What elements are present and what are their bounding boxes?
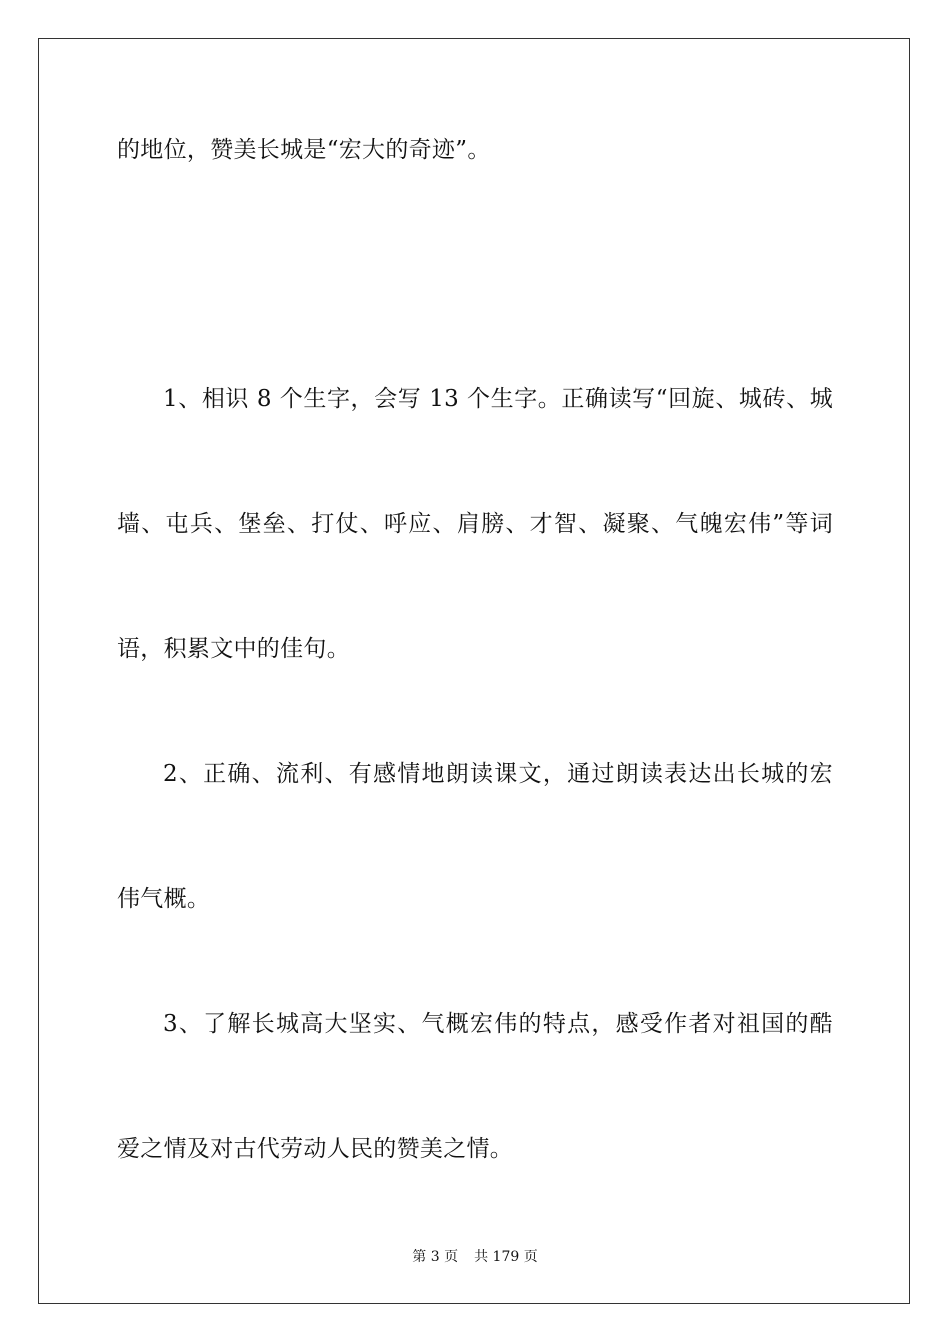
objective-1-line-2: 墙、屯兵、堡垒、打仗、呼应、肩膀、才智、凝聚、气魄宏伟”等词	[117, 511, 833, 537]
objective-1-line-1: 1、相识 8 个生字，会写 13 个生字。正确读写“回旋、城砖、城	[163, 386, 833, 412]
objective-3-line-2: 爱之情及对古代劳动人民的赞美之情。	[117, 1136, 514, 1162]
page-total: 共 179 页	[474, 1249, 538, 1265]
objective-1-line-3: 语，积累文中的佳句。	[117, 636, 350, 662]
objective-2-line-1: 2、正确、流利、有感情地朗读课文，通过朗读表达出长城的宏	[163, 761, 833, 787]
objective-3-line-1: 3、了解长城高大坚实、气概宏伟的特点，感受作者对祖国的酷	[163, 1011, 833, 1037]
page-number: 第 3 页	[412, 1249, 459, 1265]
page-footer	[0, 1247, 950, 1267]
text-line-1: 的地位，赞美长城是“宏大的奇迹”。	[117, 137, 491, 163]
objective-2-line-2: 伟气概。	[117, 886, 211, 912]
page-border	[38, 38, 910, 1304]
